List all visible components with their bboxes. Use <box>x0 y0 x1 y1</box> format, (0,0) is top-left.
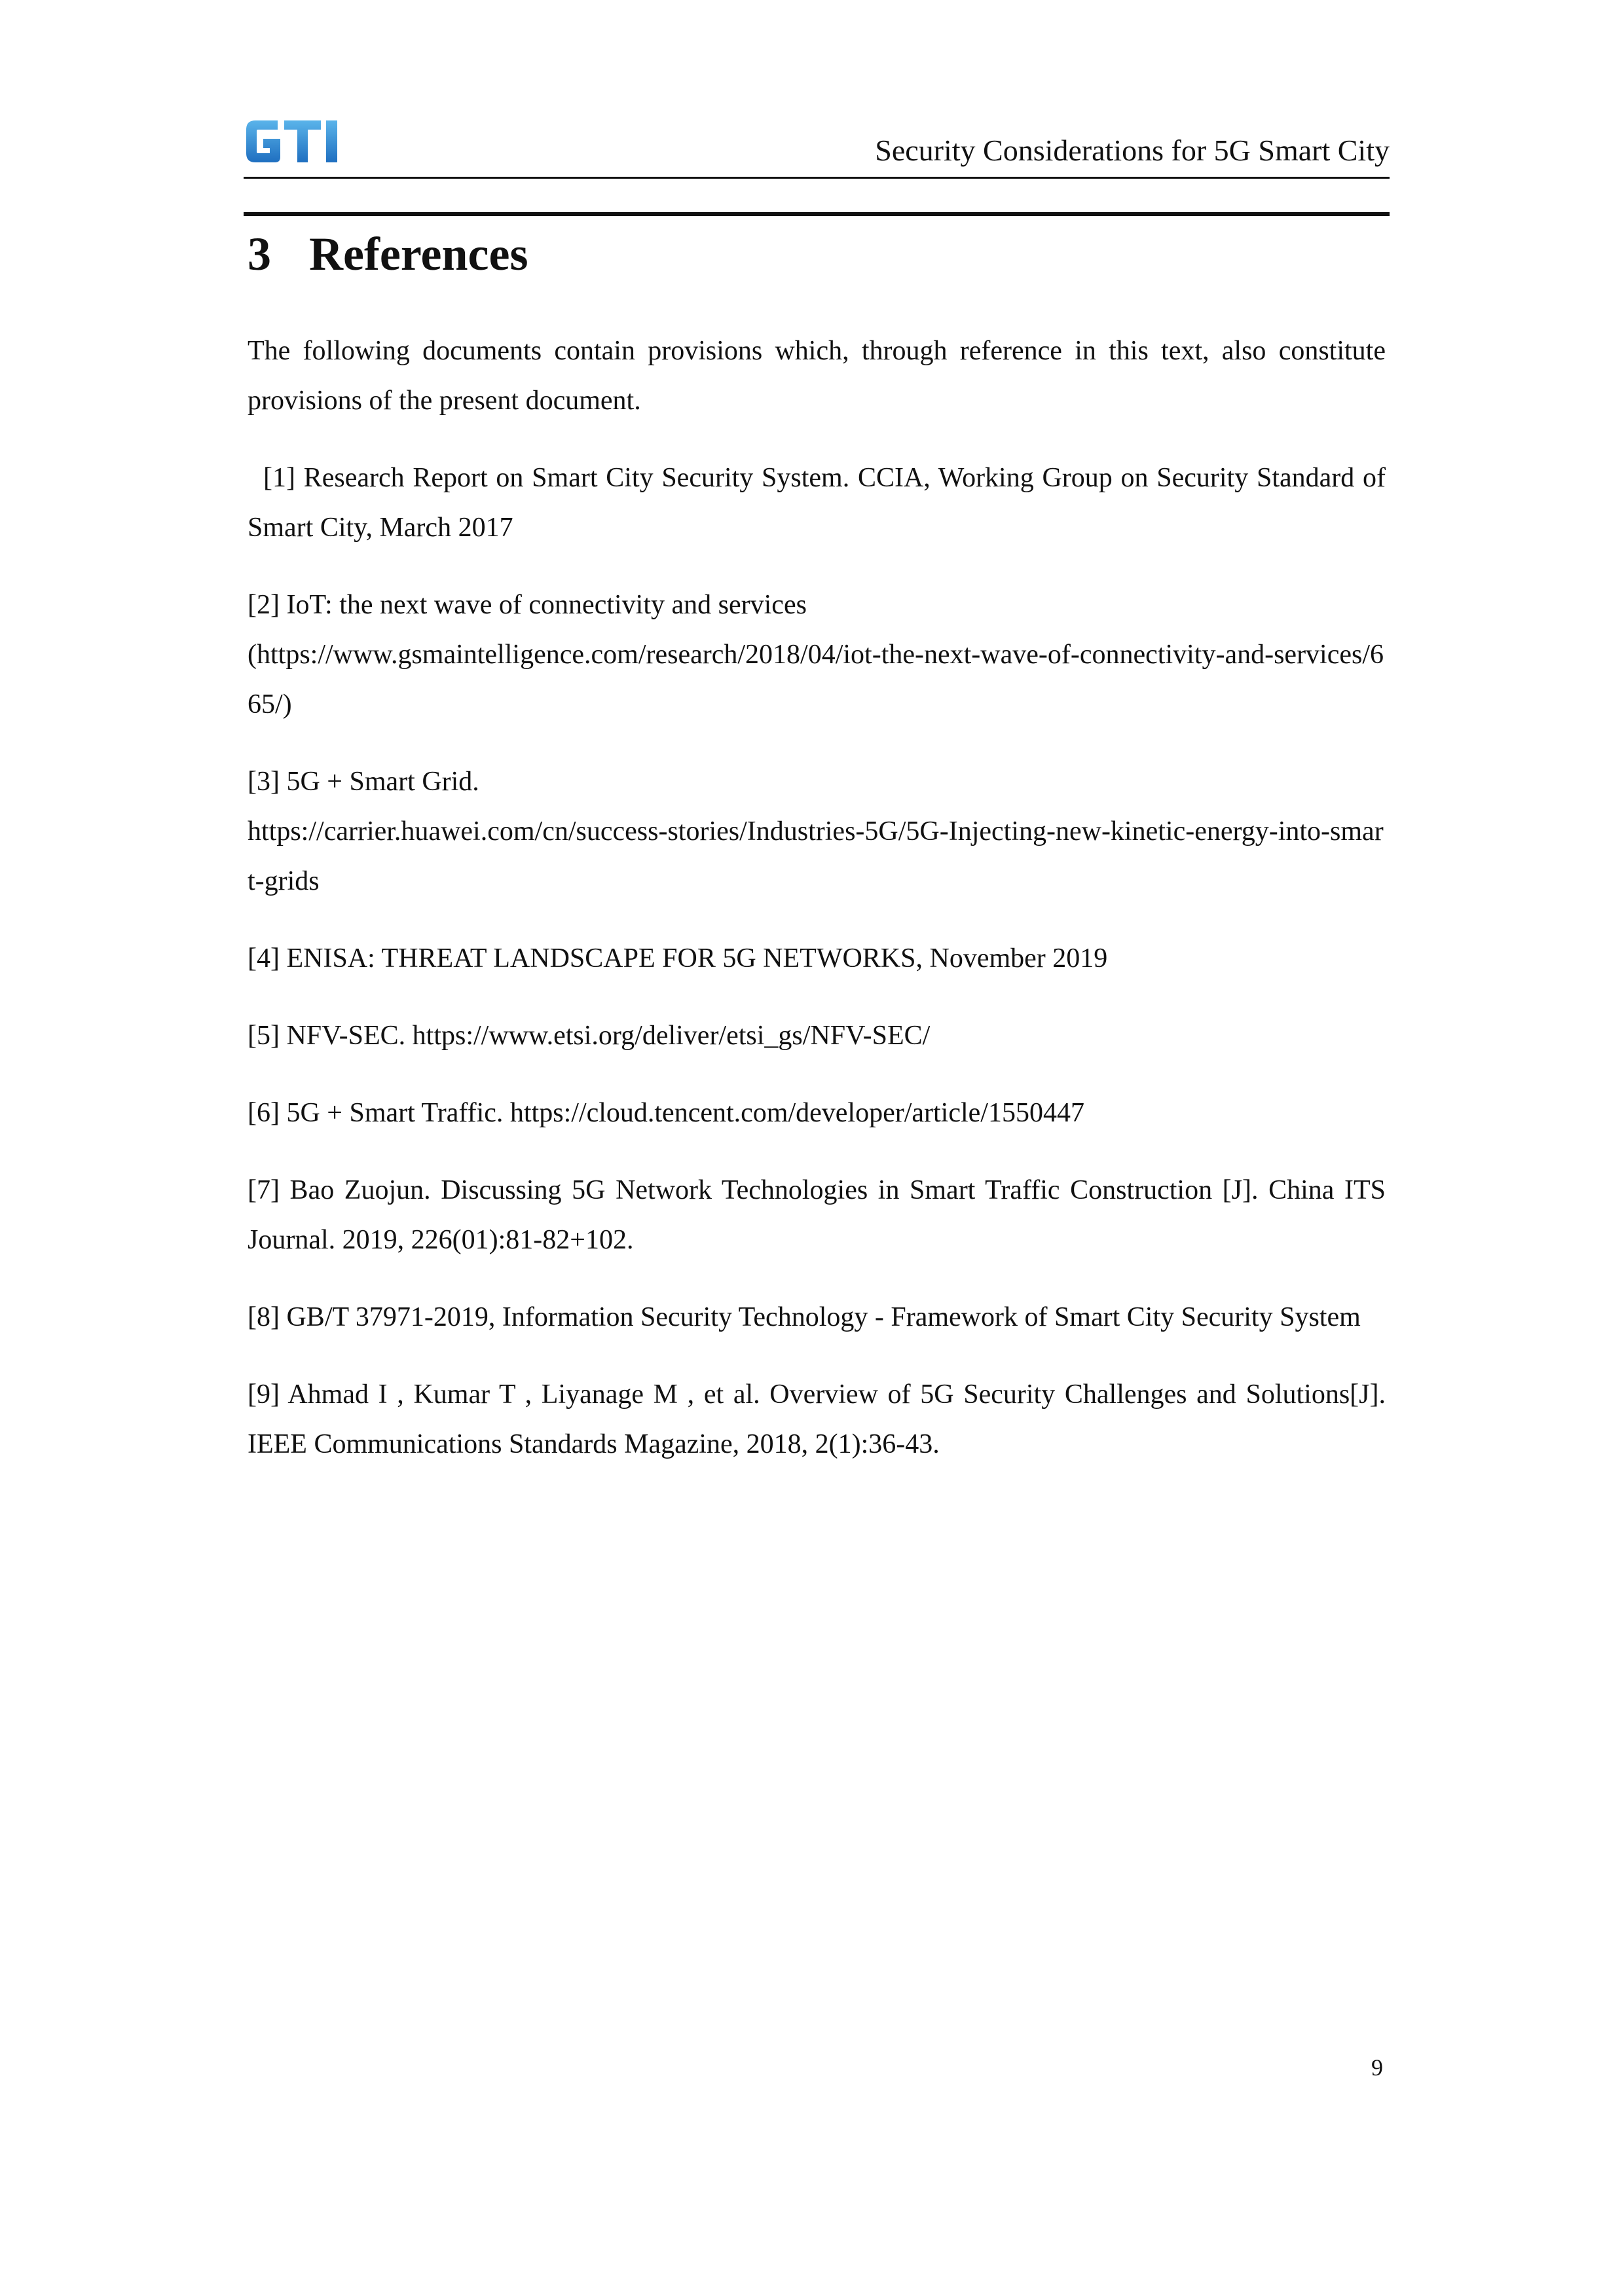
reference-2 <box>248 580 1386 729</box>
reference-3 <box>248 757 1386 906</box>
section-title: References <box>309 228 528 280</box>
reference-7: [7] Bao Zuojun. Discussing 5G Network Technologies in Smart Traffic Construction [J]. China ITS Journal. 2019, 226(01):81-82+102. <box>248 1175 1386 1255</box>
reference-2-url[interactable]: (https://www.gsmaintelligence.com/research/2018/04/iot-the-next-wave-of-connectivity-and-services/665/) <box>248 640 1384 720</box>
reference-3-url[interactable]: https://carrier.huawei.com/cn/success-stories/Industries-5G/5G-Injecting-new-kinetic-energy-into-smart-grids <box>248 816 1384 896</box>
reference-6: [6] 5G + Smart Traffic. https://cloud.tencent.com/developer/article/1550447 <box>248 1098 1084 1128</box>
section-divider <box>244 212 1390 216</box>
intro-paragraph: The following documents contain provisions which, through reference in this text, also constitute provisions of the present document. <box>248 336 1386 416</box>
reference-2-title: [2] IoT: the next wave of connectivity and services <box>248 590 807 620</box>
section-heading <box>248 221 528 287</box>
reference-8: [8] GB/T 37971-2019, Information Security Technology - Framework of Smart City Security System <box>248 1302 1361 1332</box>
running-header-title: Security Considerations for 5G Smart City <box>875 134 1390 167</box>
section-number: 3 <box>248 228 271 280</box>
reference-5: [5] NFV-SEC. https://www.etsi.org/deliver/etsi_gs/NFV-SEC/ <box>248 1021 931 1051</box>
reference-4: [4] ENISA: THREAT LANDSCAPE FOR 5G NETWORKS, November 2019 <box>248 943 1108 974</box>
reference-1: [1] Research Report on Smart City Security System. CCIA, Working Group on Security Standard of Smart City, March 2017 <box>248 463 1386 543</box>
page-number: 9 <box>1371 2054 1383 2081</box>
reference-9: [9] Ahmad I , Kumar T , Liyanage M , et al. Overview of 5G Security Challenges and Solutions[J]. IEEE Communications Standards Magazine, 2018, 2(1):36-43. <box>248 1379 1386 1459</box>
reference-3-title: [3] 5G + Smart Grid. <box>248 767 479 797</box>
gti-logo-graphic <box>244 117 343 166</box>
gti-logo <box>244 117 343 166</box>
document-body <box>248 326 1386 1497</box>
page-header <box>244 110 1390 178</box>
header-divider <box>244 177 1390 179</box>
